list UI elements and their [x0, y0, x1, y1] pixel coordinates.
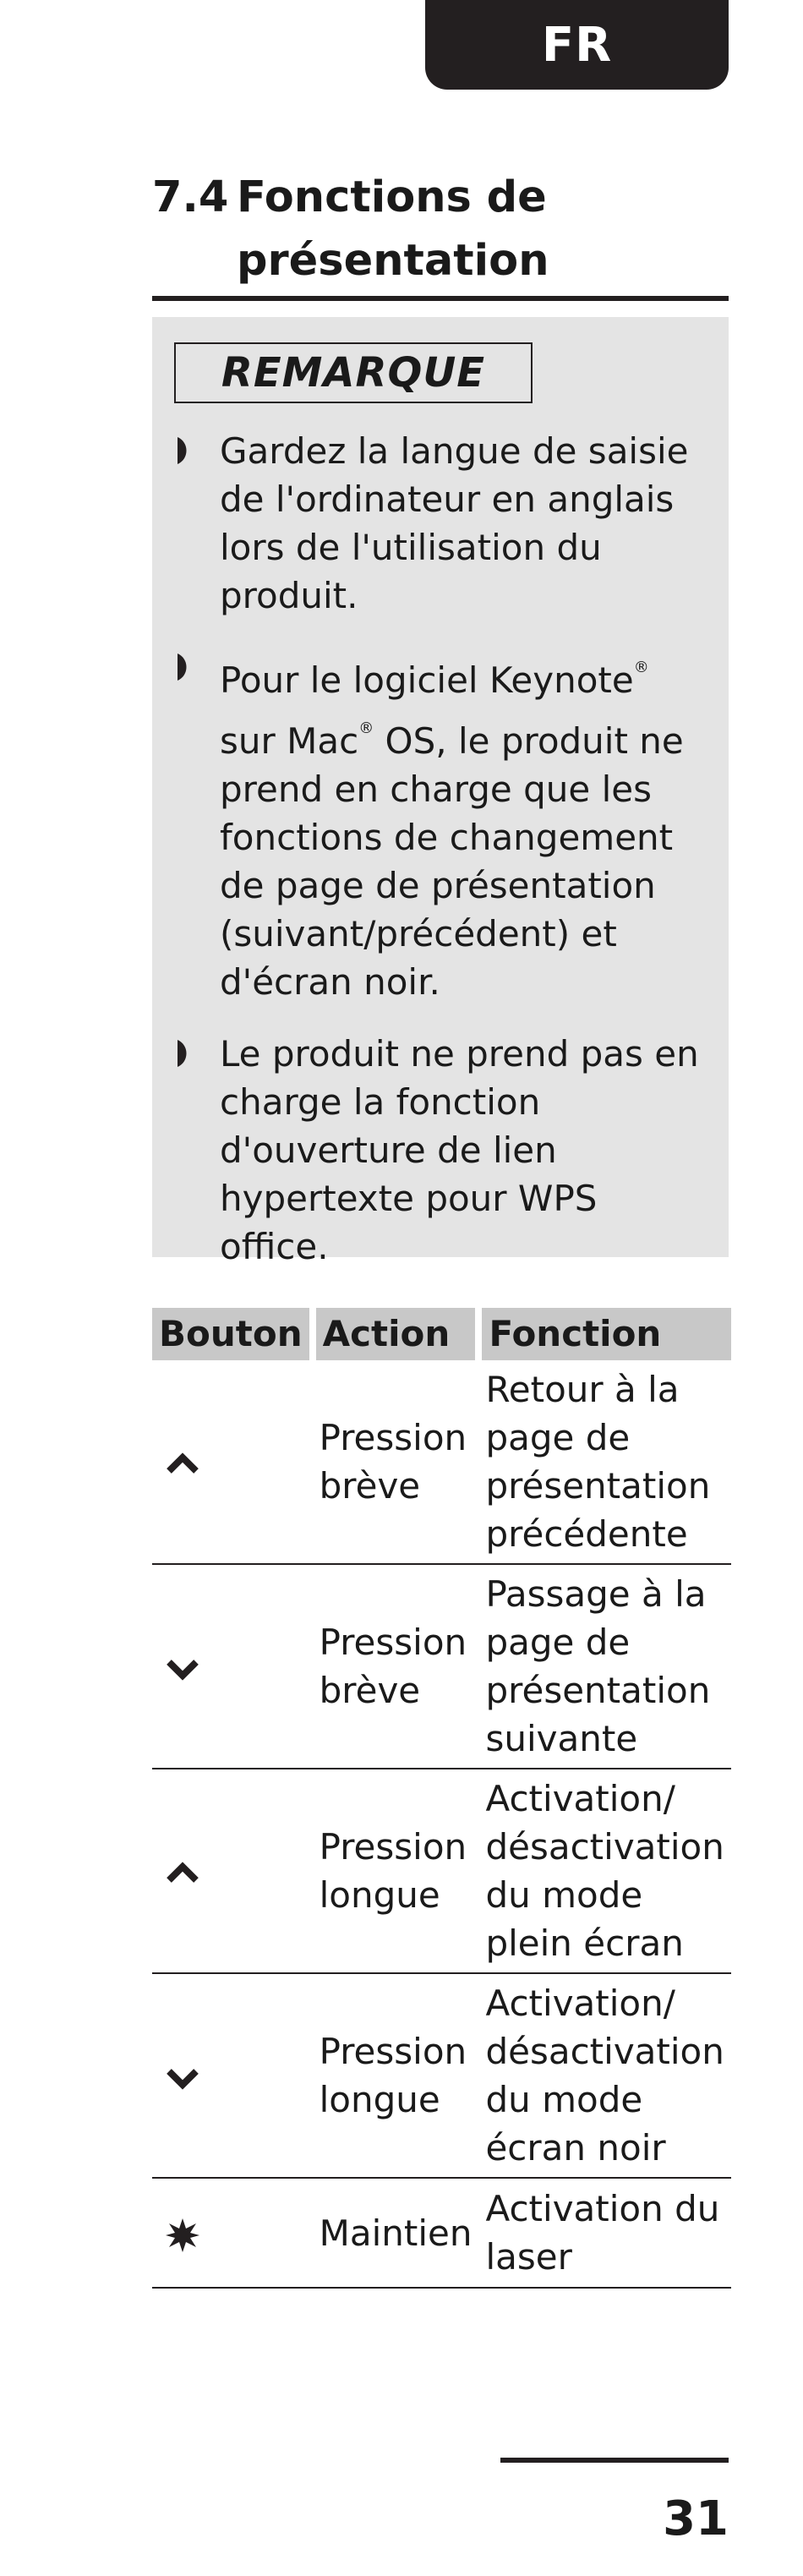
- table-row: [152, 1360, 731, 1564]
- note-item: [152, 427, 729, 620]
- language-tab: FR: [425, 0, 729, 90]
- bullet-icon: [176, 437, 191, 464]
- function-cell: Retour à la page de présentation précédente: [478, 1360, 730, 1564]
- registered-mark: ®: [633, 659, 649, 676]
- table-row: [152, 2178, 731, 2288]
- action-cell: Pression brève: [313, 1360, 479, 1564]
- column-header-button: Bouton: [152, 1308, 313, 1360]
- button-cell: [152, 1769, 313, 1973]
- footer-divider: [500, 2458, 729, 2463]
- note-item: [152, 643, 729, 1006]
- table-row: [152, 1973, 731, 2178]
- function-cell: Activation du laser: [478, 2178, 730, 2288]
- page-number: 31: [663, 2491, 729, 2546]
- note-item-text: Le produit ne prend pas en charge la fonction d'ouverture de lien hypertexte pour WPS office.: [220, 1033, 699, 1267]
- note-item-text: [220, 659, 684, 1003]
- laser-icon: [164, 2217, 201, 2254]
- function-cell: Activation/ désactivation du mode plein écran: [478, 1769, 730, 1973]
- function-cell: Passage à la page de présentation suivante: [478, 1564, 730, 1769]
- section-title-line1: Fonctions de: [237, 172, 547, 222]
- table-row: [152, 1564, 731, 1769]
- action-cell: Pression longue: [313, 1769, 479, 1973]
- bullet-icon: [176, 654, 191, 681]
- column-header-action: Action: [313, 1308, 479, 1360]
- column-header-function: Fonction: [478, 1308, 730, 1360]
- chevron-down-icon: [164, 2059, 201, 2097]
- note-item-text-part: sur Mac: [220, 720, 359, 762]
- chevron-down-icon: [164, 1650, 201, 1687]
- note-box: [152, 317, 729, 1267]
- action-cell: Pression longue: [313, 1973, 479, 2178]
- note-item-text-part: OS, le produit ne prend en charge que les fonctions de changement de page de présentation (suivant/précédent) et d'écran noir.: [220, 720, 684, 1003]
- function-table: [152, 1308, 731, 2289]
- button-cell: [152, 2178, 313, 2288]
- chevron-up-icon: [164, 1446, 201, 1483]
- action-cell: Maintien: [313, 2178, 479, 2288]
- table-row: [152, 1769, 731, 1973]
- action-cell: Pression brève: [313, 1564, 479, 1769]
- button-cell: [152, 1564, 313, 1769]
- section-title: [152, 166, 744, 293]
- registered-mark: ®: [358, 719, 374, 737]
- title-divider: [152, 296, 729, 301]
- function-cell: Activation/ désactivation du mode écran noir: [478, 1973, 730, 2178]
- section-number: 7.4: [152, 172, 229, 222]
- bullet-icon: [176, 1040, 191, 1067]
- note-list: [152, 427, 729, 1294]
- table-header-row: [152, 1308, 731, 1360]
- section-title-line2: présentation: [237, 236, 549, 286]
- note-label: REMARQUE: [174, 342, 533, 403]
- button-cell: [152, 1973, 313, 2178]
- note-item-text-part: Pour le logiciel Keynote: [220, 659, 634, 701]
- note-item-text: Gardez la langue de saisie de l'ordinateur en anglais lors de l'utilisation du produit.: [220, 430, 689, 616]
- note-item: [152, 1030, 729, 1271]
- chevron-up-icon: [164, 1855, 201, 1892]
- button-cell: [152, 1360, 313, 1564]
